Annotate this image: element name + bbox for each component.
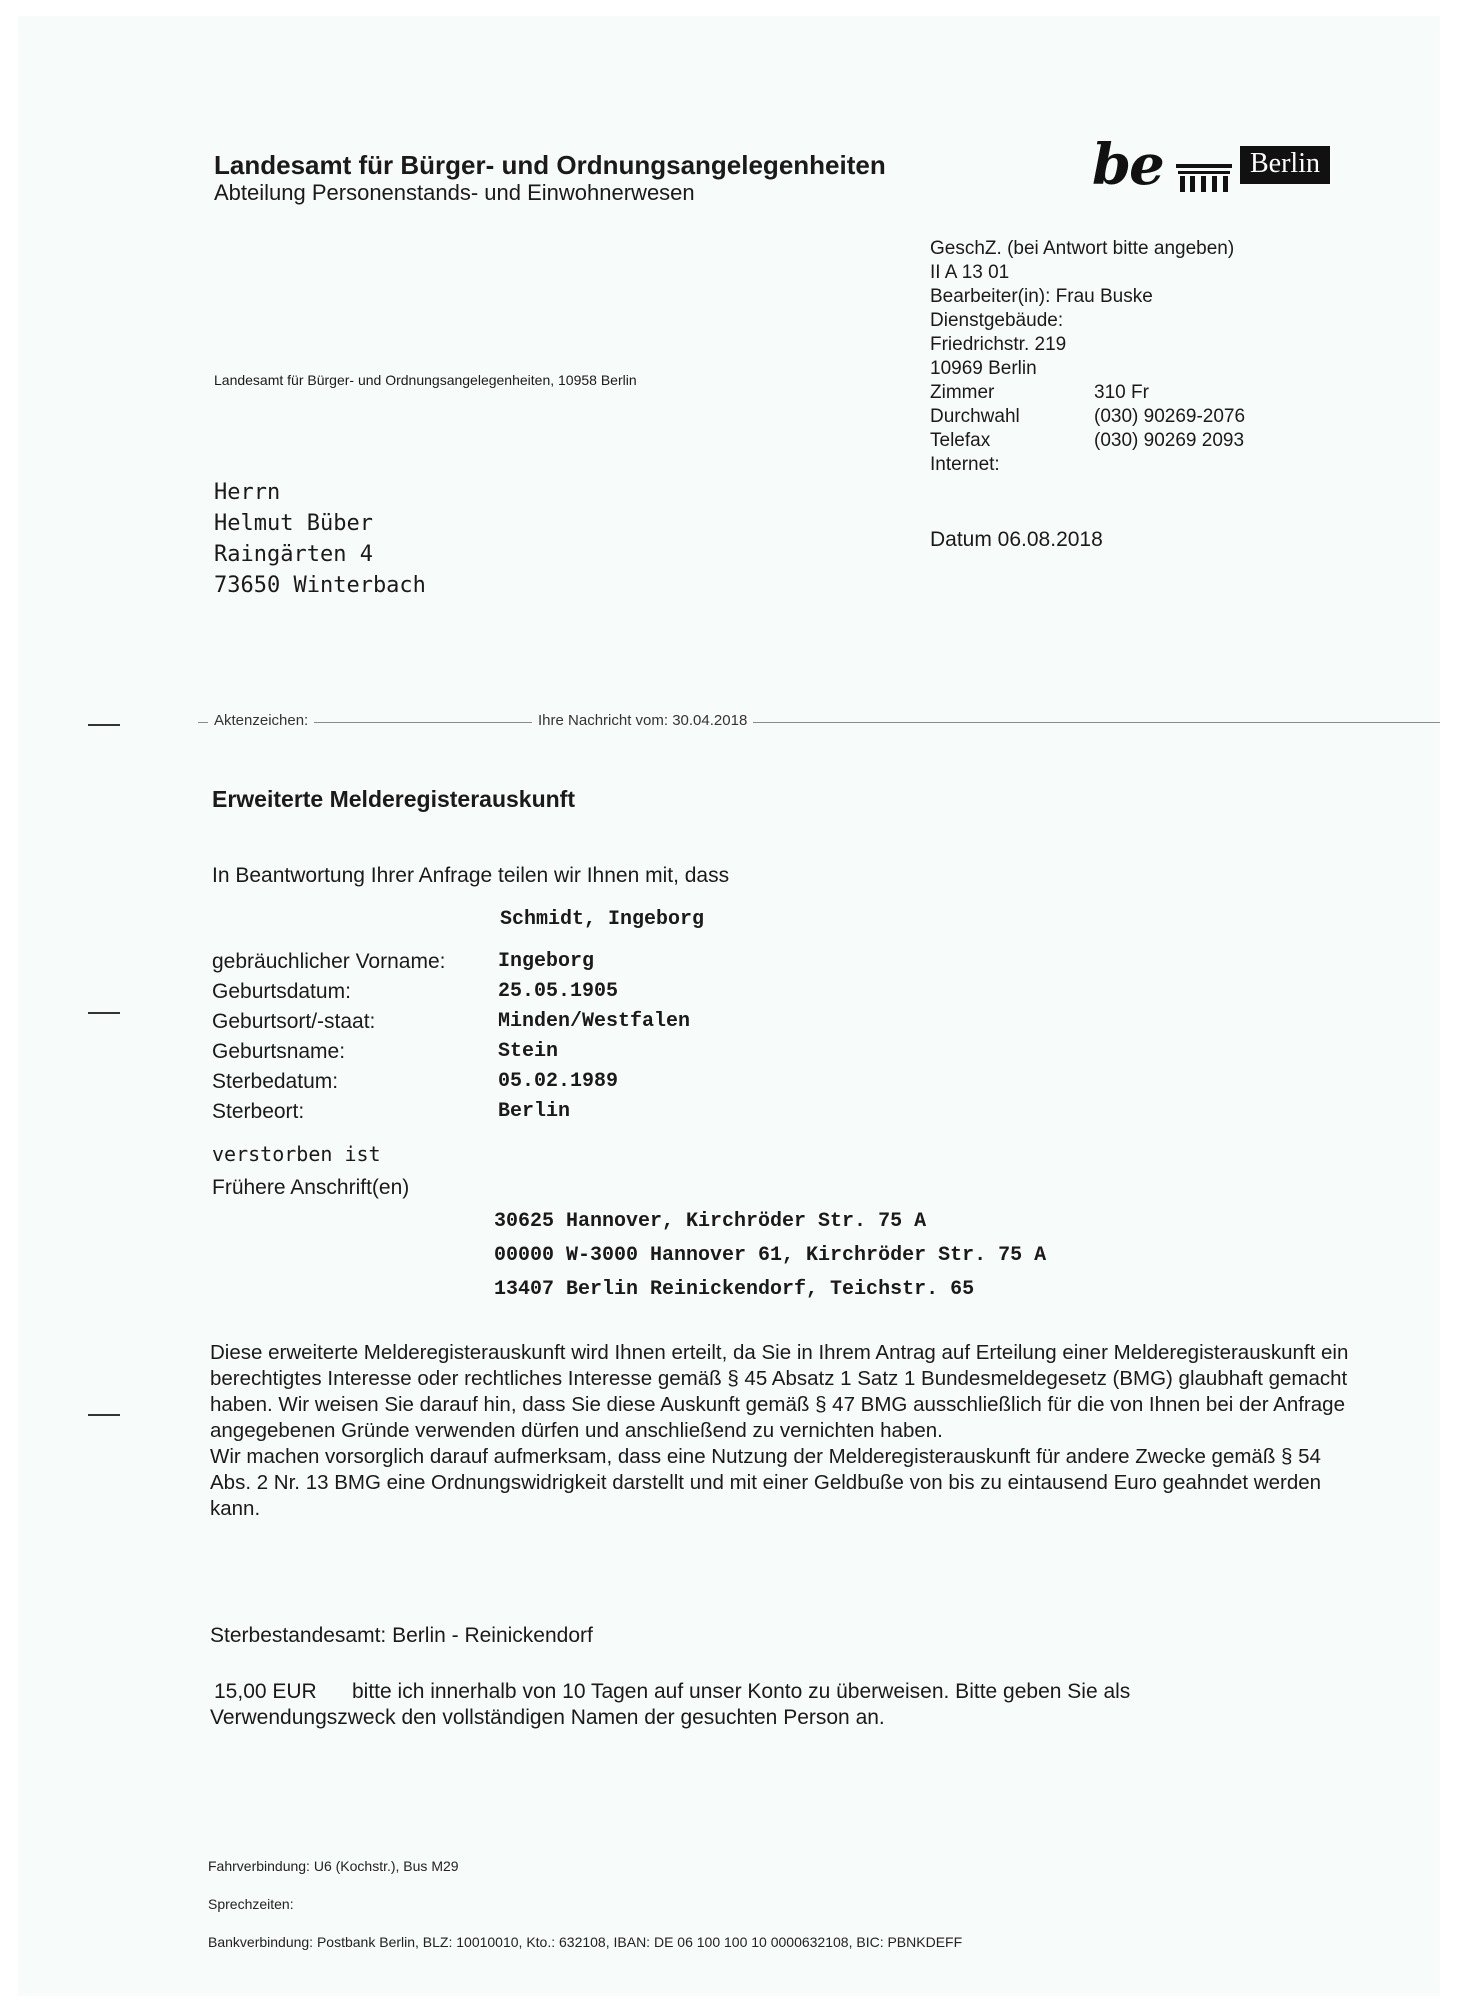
field-value: 05.02.1989 [498,1070,619,1093]
return-address: Landesamt für Bürger- und Ordnungsangelegenheiten, 10958 Berlin [214,372,637,388]
durchwahl-label: Durchwahl [930,406,1020,427]
letter-date: Datum 06.08.2018 [930,528,1103,551]
former-address: 00000 W-3000 Hannover 61, Kirchröder Str. 75 A [494,1244,1047,1267]
ihre-nachricht: Ihre Nachricht vom: 30.04.2018 [532,712,753,729]
legal-notice [210,1340,1360,1522]
durchwahl-value: (030) 90269-2076 [1094,406,1246,427]
organization-title: Landesamt für Bürger- und Ordnungsangelegenheiten [214,150,886,180]
organization-subtitle: Abteilung Personenstands- und Einwohnerwesen [214,180,695,205]
legal-paragraph: Wir machen vorsorglich darauf aufmerksam, dass eine Nutzung der Melderegisterauskunft für andere Zwecke gemäß § 54 Abs. 2 Nr. 13 BMG eine Ordnungswidrigkeit darstellt und mit einer Geldbuße von bis zu eintausend Euro geahndet werden kann. [210,1445,1322,1520]
field-label: Geburtsname: [212,1040,346,1063]
sterbestandesamt: Sterbestandesamt: Berlin - Reinickendorf [210,1624,593,1647]
field-label: Geburtsort/-staat: [212,1010,376,1033]
intro-text: In Beantwortung Ihrer Anfrage teilen wir Ihnen mit, dass [212,864,730,887]
reference-divider [198,722,1440,723]
office-street: Friedrichstr. 219 [930,334,1067,355]
field-value: Berlin [498,1100,571,1123]
person-full-name: Schmidt, Ingeborg [500,908,705,931]
recipient-name: Helmut Büber [214,511,373,536]
field-value: Ingeborg [498,950,595,973]
fee-text-continued: Verwendungszweck den vollständigen Namen der gesuchten Person an. [210,1706,885,1729]
fee-text: bitte ich innerhalb von 10 Tagen auf unser Konto zu überweisen. Bitte geben Sie als [352,1680,1131,1703]
footer-bankverbindung: Bankverbindung: Postbank Berlin, BLZ: 10010010, Kto.: 632108, IBAN: DE 06 100 100 10 0000632108, BIC: PBNKDEFF [208,1934,963,1950]
former-addresses-label: Frühere Anschrift(en) [212,1176,410,1199]
internet-label: Internet: [930,454,1000,475]
logo-berlin-box: Berlin [1240,146,1330,184]
status-text: verstorben ist [212,1142,381,1166]
field-value: Stein [498,1040,559,1063]
punch-mark [88,1012,120,1014]
letter-page [18,16,1440,1996]
zimmer-value: 310 Fr [1094,382,1149,403]
zimmer-label: Zimmer [930,382,995,403]
fold-mark-top [88,724,120,726]
field-label: gebräuchlicher Vorname: [212,950,446,973]
footer-fahrverbindung: Fahrverbindung: U6 (Kochstr.), Bus M29 [208,1858,459,1874]
footer-sprechzeiten: Sprechzeiten: [208,1896,294,1912]
brandenburg-gate-icon [1174,162,1234,192]
bearbeiter: Bearbeiter(in): Frau Buske [930,286,1153,307]
field-label: Sterbedatum: [212,1070,339,1093]
fee-amount: 15,00 EUR [214,1680,317,1703]
former-address: 13407 Berlin Reinickendorf, Teichstr. 65 [494,1278,975,1301]
field-label: Sterbeort: [212,1100,305,1123]
dienstgebaeude-label: Dienstgebäude: [930,310,1064,331]
geschz-label: GeschZ. (bei Antwort bitte angeben) [930,238,1235,259]
recipient-salutation: Herrn [214,480,281,505]
reference-number: II A 13 01 [930,262,1010,283]
letter-heading: Erweiterte Melderegisterauskunft [212,786,576,812]
office-city: 10969 Berlin [930,358,1037,379]
legal-paragraph: Diese erweiterte Melderegisterauskunft wird Ihnen erteilt, da Sie in Ihrem Antrag auf Erteilung einer Melderegisterauskunft ein berechtigtes Interesse oder rechtliches Interesse gemäß § 45 Absatz 1 Satz 1 Bundesmeldegesetz (BMG) glaubhaft gemacht haben. Wir weisen Sie darauf hin, dass Sie diese Auskunft gemäß § 47 BMG ausschließlich für die von Ihnen bei der Anfrage angegebenen Gründe verwenden dürfen und anschließend zu vernichten haben. [210,1341,1349,1442]
fee-line [214,1680,1130,1704]
telefax-label: Telefax [930,430,991,451]
fold-mark-bottom [88,1414,120,1416]
logo-be-text: be [1092,132,1163,198]
recipient-city: 73650 Winterbach [214,573,426,598]
field-value: 25.05.1905 [498,980,619,1003]
field-label: Geburtsdatum: [212,980,351,1003]
recipient-street: Raingärten 4 [214,542,373,567]
former-address: 30625 Hannover, Kirchröder Str. 75 A [494,1210,927,1233]
telefax-value: (030) 90269 2093 [1094,430,1245,451]
field-value: Minden/Westfalen [498,1010,691,1033]
aktenzeichen-label: Aktenzeichen: [208,712,314,729]
